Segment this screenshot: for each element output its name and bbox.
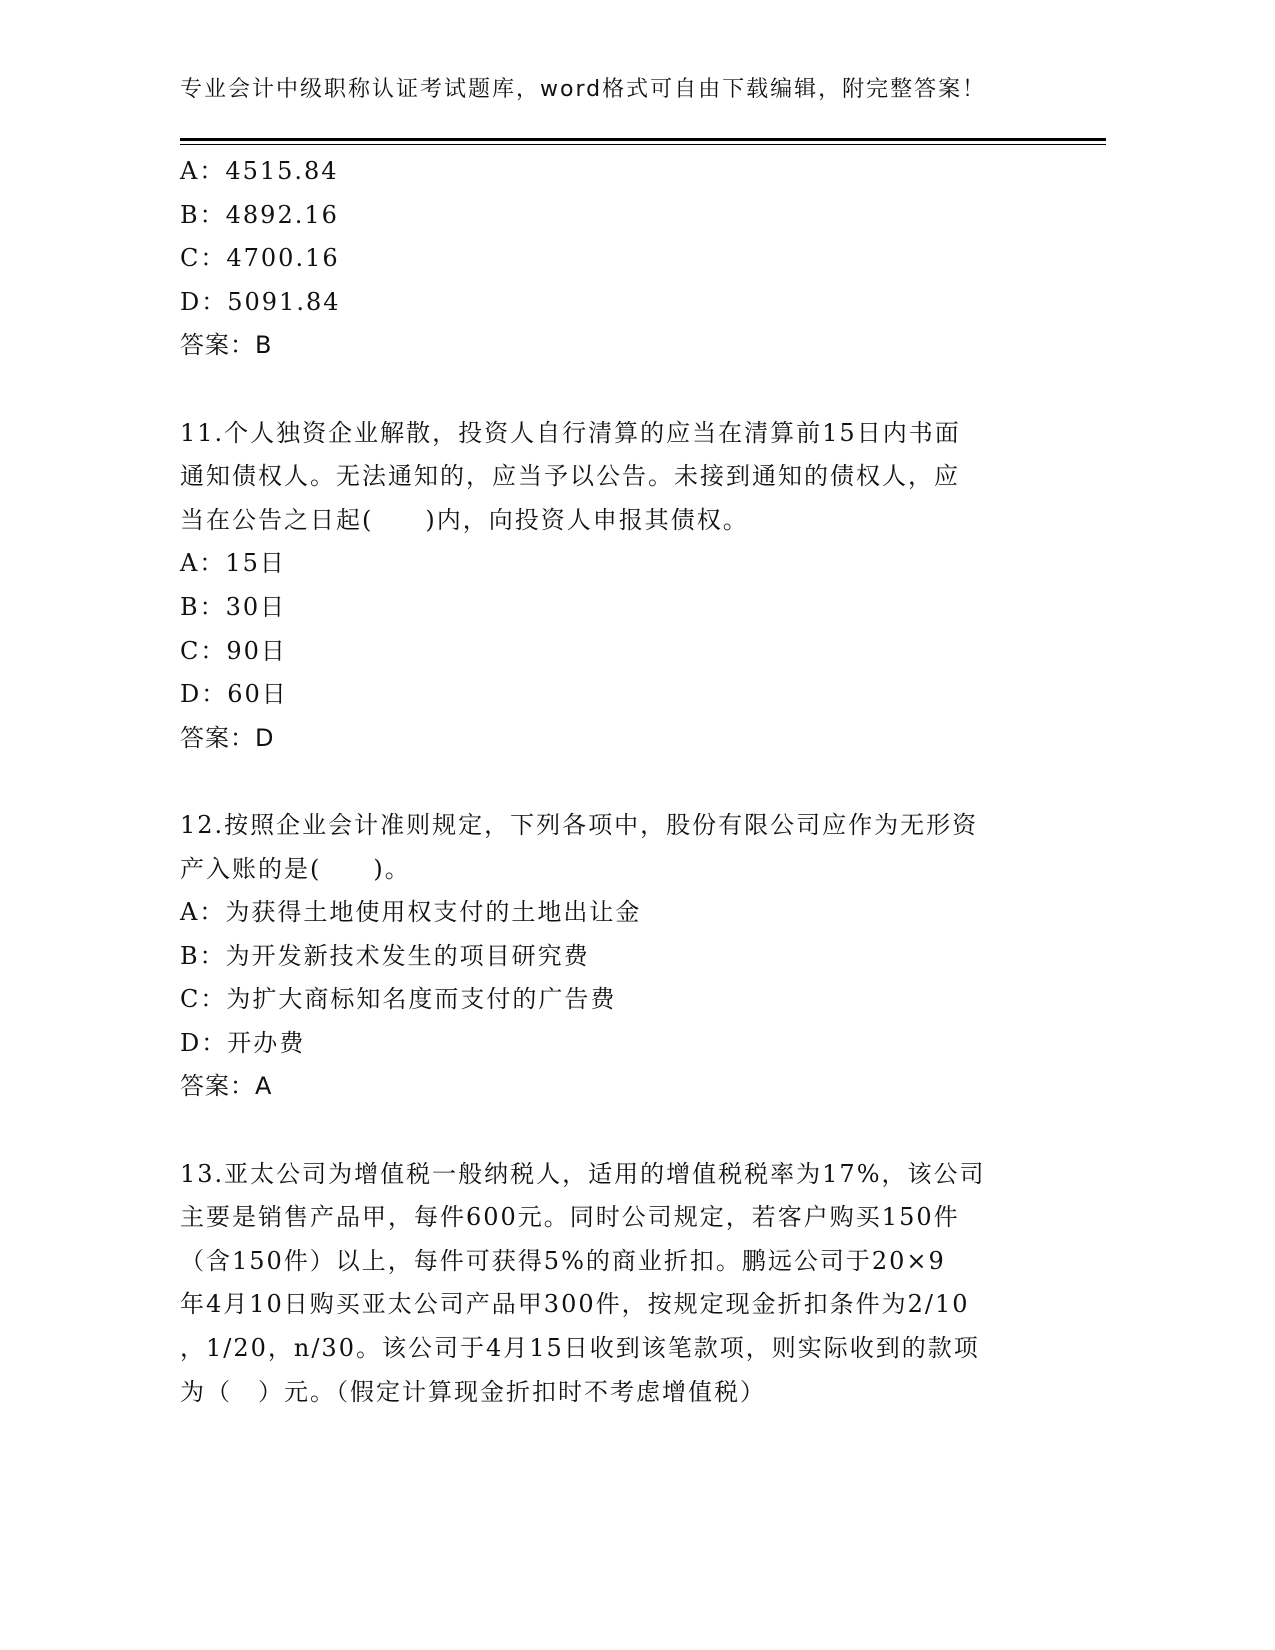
spacer	[180, 368, 1040, 412]
question-13	[180, 1153, 1040, 1415]
option-b: B：4892.16	[180, 200, 339, 229]
option-c: C：为扩大商标知名度而支付的广告费	[180, 985, 617, 1014]
option-a: A：4515.84	[180, 157, 339, 185]
option-c: C：4700.16	[180, 244, 340, 273]
question-10	[180, 150, 1040, 368]
document-body	[180, 150, 1040, 1414]
question-stem-line: 当在公告之日起( )内，向投资人申报其债权。	[180, 505, 749, 534]
answer-line: 答案：B	[180, 331, 273, 360]
spacer	[180, 760, 1040, 804]
question-stem-line: 通知债权人。无法通知的，应当予以公告。未接到通知的债权人，应	[180, 462, 960, 491]
option-a: A：为获得土地使用权支付的土地出让金	[180, 898, 642, 927]
question-stem-line: 13.亚太公司为增值税一般纳税人，适用的增值税税率为17%，该公司	[180, 1159, 986, 1188]
question-stem-line: 12.按照企业会计准则规定，下列各项中，股份有限公司应作为无形资	[180, 810, 979, 839]
option-d: D：开办费	[180, 1028, 306, 1057]
question-stem-line: ，1/20，n/30。该公司于4月15日收到该笔款项，则实际收到的款项	[180, 1334, 980, 1363]
page-header: 专业会计中级职称认证考试题库，word格式可自由下载编辑，附完整答案！	[180, 77, 987, 102]
question-stem-line: 为（ ）元。（假定计算现金折扣时不考虑增值税）	[180, 1377, 766, 1406]
question-stem-line: 11.个人独资企业解散，投资人自行清算的应当在清算前15日内书面	[180, 418, 961, 447]
option-b: B：30日	[180, 592, 287, 621]
option-c: C：90日	[180, 636, 287, 665]
question-stem-line: （含150件）以上，每件可获得5%的商业折扣。鹏远公司于20×9	[180, 1246, 946, 1275]
question-stem-line: 主要是销售产品甲，每件600元。同时公司规定，若客户购买150件	[180, 1203, 960, 1232]
option-d: D：5091.84	[180, 287, 341, 316]
header-rule-thin	[180, 144, 1106, 145]
question-12	[180, 804, 1040, 1109]
option-d: D：60日	[180, 680, 288, 709]
option-a: A：15日	[180, 549, 286, 578]
answer-line: 答案：D	[180, 723, 275, 752]
option-b: B：为开发新技术发生的项目研究费	[180, 941, 590, 970]
answer-line: 答案：A	[180, 1072, 273, 1101]
question-stem-line: 年4月10日购买亚太公司产品甲300件，按规定现金折扣条件为2/10	[180, 1290, 970, 1319]
spacer	[180, 1109, 1040, 1153]
question-11	[180, 412, 1040, 761]
question-stem-line: 产入账的是( )。	[180, 854, 411, 883]
header-rule-thick	[180, 138, 1106, 141]
